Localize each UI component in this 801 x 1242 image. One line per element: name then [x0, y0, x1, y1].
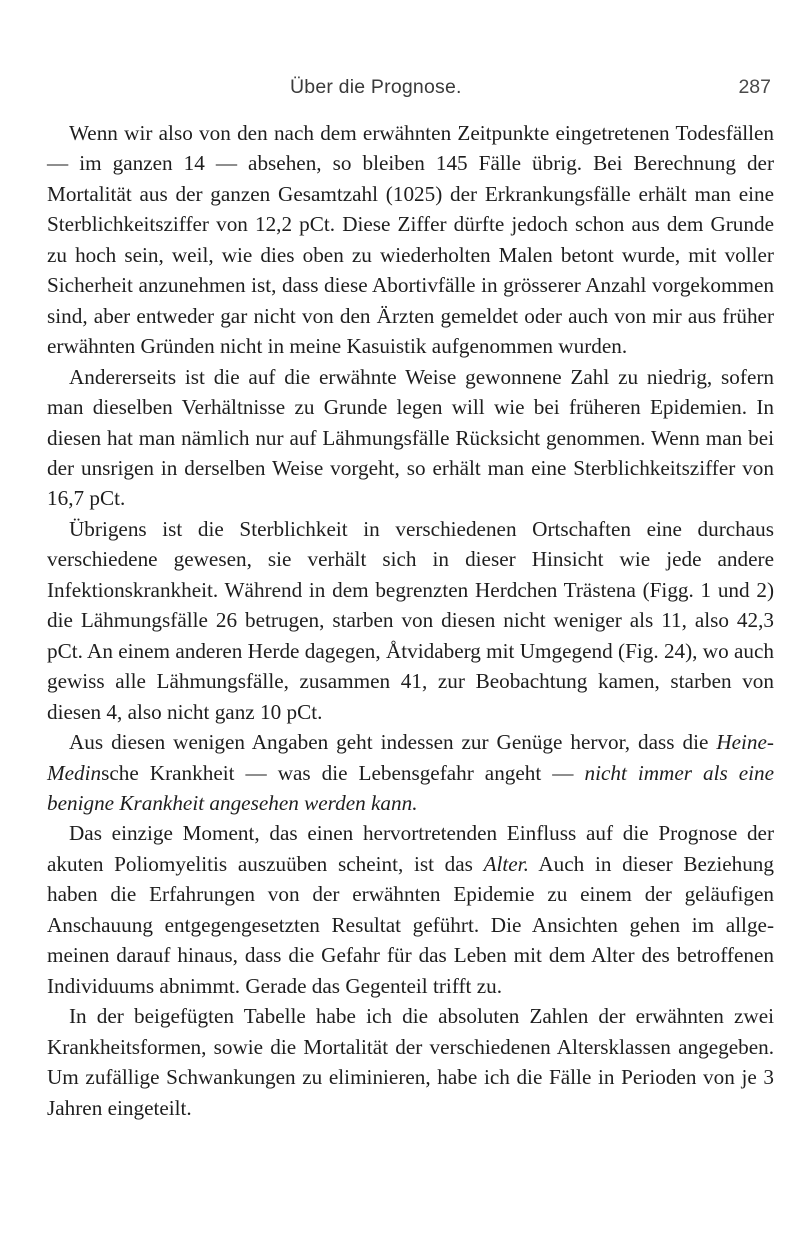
- italic-emphasis: Alter.: [483, 851, 529, 876]
- body-text: [47, 118, 774, 1123]
- italic-name: Heine-Medin: [47, 730, 774, 785]
- running-title: Über die Prognose.: [290, 76, 462, 98]
- paragraph-text: sche Krankheit — was die Lebensgefahr angeht —: [101, 760, 585, 785]
- italic-emphasis: nicht immer als eine benigne Krankheit angesehen werden kann.: [47, 760, 774, 815]
- page-number: 287: [738, 76, 771, 98]
- paragraph: [47, 1001, 774, 1123]
- paragraph-text: Auch in dieser Beziehung haben die Erfahrungen von der erwähnten Epidemie zu einem der geläufigen Anschauung entgegengesetzten Resultat geführt. Die Ansichten gehen im allgemeinen darauf hinaus, dass die Gefahr für das Leben mit dem Alter des betroffenen Individuums abnimmt. Gerade das Gegenteil trifft zu.: [47, 851, 774, 998]
- paragraph-text: Andererseits ist die auf die erwähnte Weise gewonnene Zahl zu niedrig, sofern man dieselben Verhältnisse zu Grunde legen will wie bei früheren Epidemien. In diesen hat man nämlich nur auf Lähmungsfälle Rücksicht genommen. Wenn man bei der unsrigen in derselben Weise vorgeht, so erhält man eine Sterblichkeitsziffer von 16,7 pCt.: [47, 364, 774, 511]
- paragraph-text: Das einzige Moment, das einen hervortretenden Einfluss auf die Prognose der akuten Poliomyelitis auszuüben scheint, ist das: [47, 821, 774, 876]
- paragraph-text: In der beigefügten Tabelle habe ich die absoluten Zahlen der erwähnten zwei Krankheitsformen, sowie die Mortalität der verschiedenen Altersklassen angegeben. Um zufällige Schwankungen zu eliminieren, habe ich die Fälle in Perioden von je 3 Jahren eingeteilt.: [47, 1004, 774, 1120]
- paragraph-text: Übrigens ist die Sterblichkeit in verschiedenen Ortschaften eine durchaus verschiedene gewesen, sie verhält sich in dieser Hinsicht wie jede andere Infektionskrankheit. Während in dem begrenzten Herdchen Trästena (Figg. 1 und 2) die Lähmungsfälle 26 betrugen, starben von diesen nicht weniger als 11, also 42,3 pCt. An einem anderen Herde dagegen, Åtvidaberg mit Umgegend (Fig. 24), wo auch gewiss alle Lähmungsfälle, zusammen 41, zur Beobachtung kamen, starben von diesen 4, also nicht ganz 10 pCt.: [47, 516, 774, 724]
- paragraph-text: Wenn wir also von den nach dem erwähnten Zeitpunkte eingetretenen Todesfällen — im ganzen 14 — absehen, so bleiben 145 Fälle übrig. Bei Berechnung der Mortalität aus der ganzen Gesamtzahl (1025) der Erkrankungsfälle erhält man eine Sterblichkeitsziffer von 12,2 pCt. Diese Ziffer dürfte jedoch schon aus dem Grunde zu hoch sein, weil, wie dies oben zu wiederholten Malen betont wurde, mit voller Sicherheit anzunehmen ist, dass diese Abortivfälle in grösserer Anzahl vorgekommen sind, aber entweder gar nicht von den Ärzten gemeldet oder auch von mir aus früher erwähnten Gründen nicht in meine Kasuistik aufgenommen wurden.: [47, 121, 774, 359]
- paragraph: [47, 118, 774, 362]
- paragraph: [47, 514, 774, 727]
- paragraph: [47, 818, 774, 1001]
- paragraph: [47, 727, 774, 818]
- paragraph: [47, 362, 774, 514]
- page-header: [0, 72, 801, 102]
- paragraph-text: Aus diesen wenigen Angaben geht indessen zur Genüge hervor, dass die: [69, 730, 717, 755]
